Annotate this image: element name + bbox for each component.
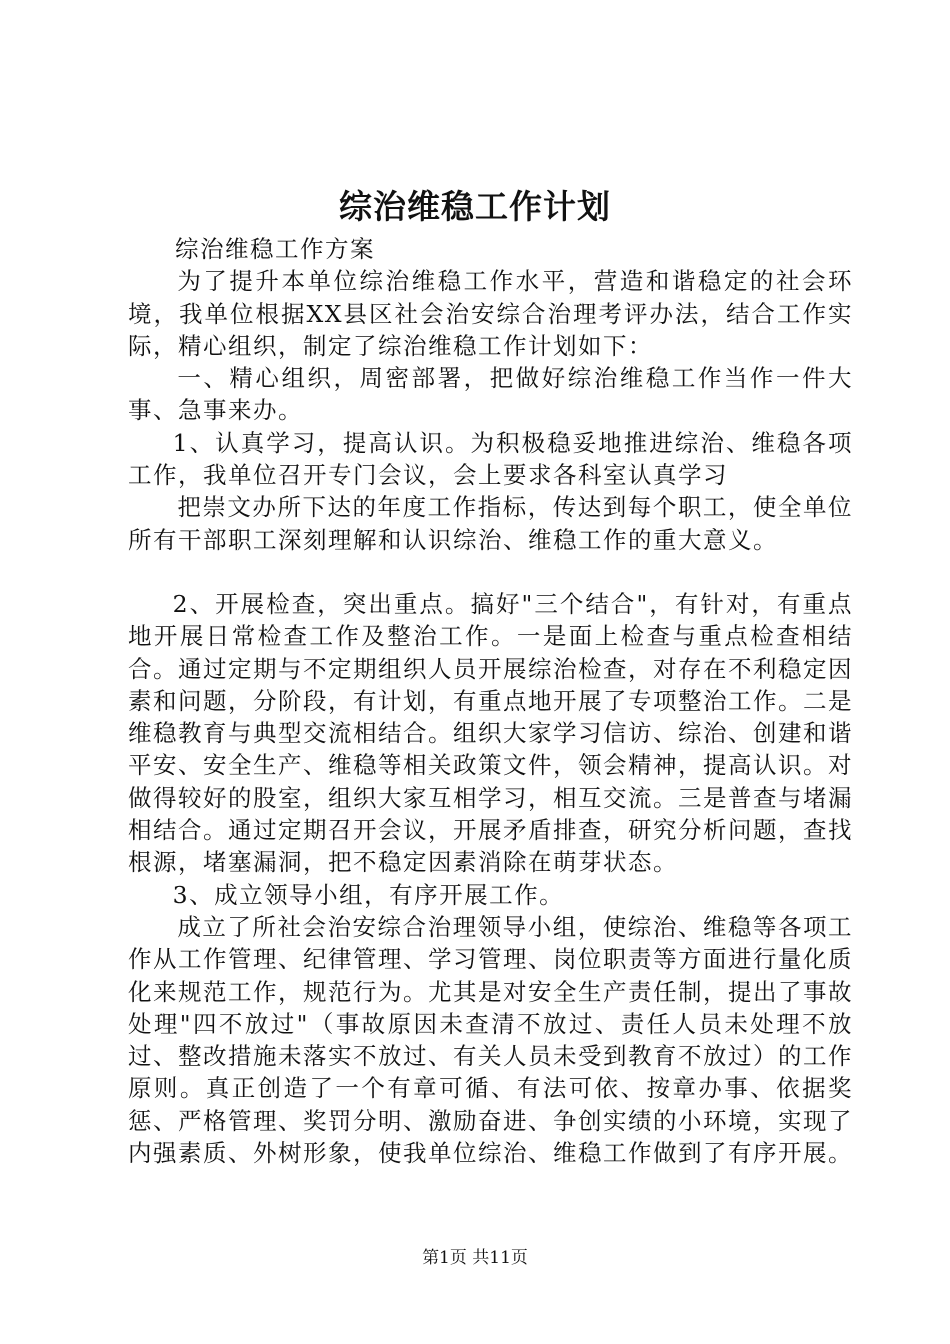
paragraph-item-1: 1、认真学习，提高认识。为积极稳妥地推进综治、维稳各项工作，我单位召开专门会议，会上要求各科室认真学习 — [128, 428, 853, 490]
paragraph-intro: 为了提升本单位综治维稳工作水平，营造和谐稳定的社会环境，我单位根据XX县区社会治安综合治理考评办法，结合工作实际，精心组织，制定了综治维稳工作计划如下： — [128, 267, 853, 360]
paragraph-spacer — [128, 556, 853, 588]
paragraph-item-3-detail: 成立了所社会治安综合治理领导小组，使综治、维稳等各项工作从工作管理、纪律管理、学习管理、岗位职责等方面进行量化质化来规范工作，规范行为。尤其是对安全生产责任制，提出了事故处理"四不放过"（事故原因未查清不放过、责任人员未处理不放过、整改措施未落实不放过、有关人员未受到教育不放过）的工作原则。真正创造了一个有章可循、有法可依、按章办事、依据奖惩、严格管理、奖罚分明、激励奋进、争创实绩的小环境，实现了内强素质、外树形象，使我单位综治、维稳工作做到了有序开展。 — [128, 912, 853, 1168]
document-body — [128, 233, 853, 1169]
document-title: 综治维稳工作计划 — [339, 187, 611, 226]
paragraph-plan-heading: 综治维稳工作方案 — [175, 235, 375, 263]
paragraph-item-1-continued: 把崇文办所下达的年度工作指标，传达到每个职工，使全单位所有干部职工深刻理解和认识综治、维稳工作的重大意义。 — [128, 493, 853, 554]
paragraph-section-one: 一、精心组织，周密部署，把做好综治维稳工作当作一件大事、急事来办。 — [128, 364, 853, 425]
page-footer: 第1页 共11页 — [422, 1248, 528, 1268]
paragraph-item-3: 3、成立领导小组，有序开展工作。 — [172, 880, 565, 909]
paragraph-item-2: 2、开展检查，突出重点。搞好"三个结合"，有针对，有重点地开展日常检查工作及整治工作。一是面上检查与重点检查相结合。通过定期与不定期组织人员开展综治检查，对存在不利稳定因素和问题，分阶段，有计划，有重点地开展了专项整治工作。二是维稳教育与典型交流相结合。组织大家学习信访、综治、创建和谐平安、安全生产、维稳等相关政策文件，领会精神，提高认识。对做得较好的股室，组织大家互相学习，相互交流。三是普查与堵漏相结合。通过定期召开会议，开展矛盾排查，研究分析问题，查找根源，堵塞漏洞，把不稳定因素消除在萌芽状态。 — [128, 589, 853, 877]
